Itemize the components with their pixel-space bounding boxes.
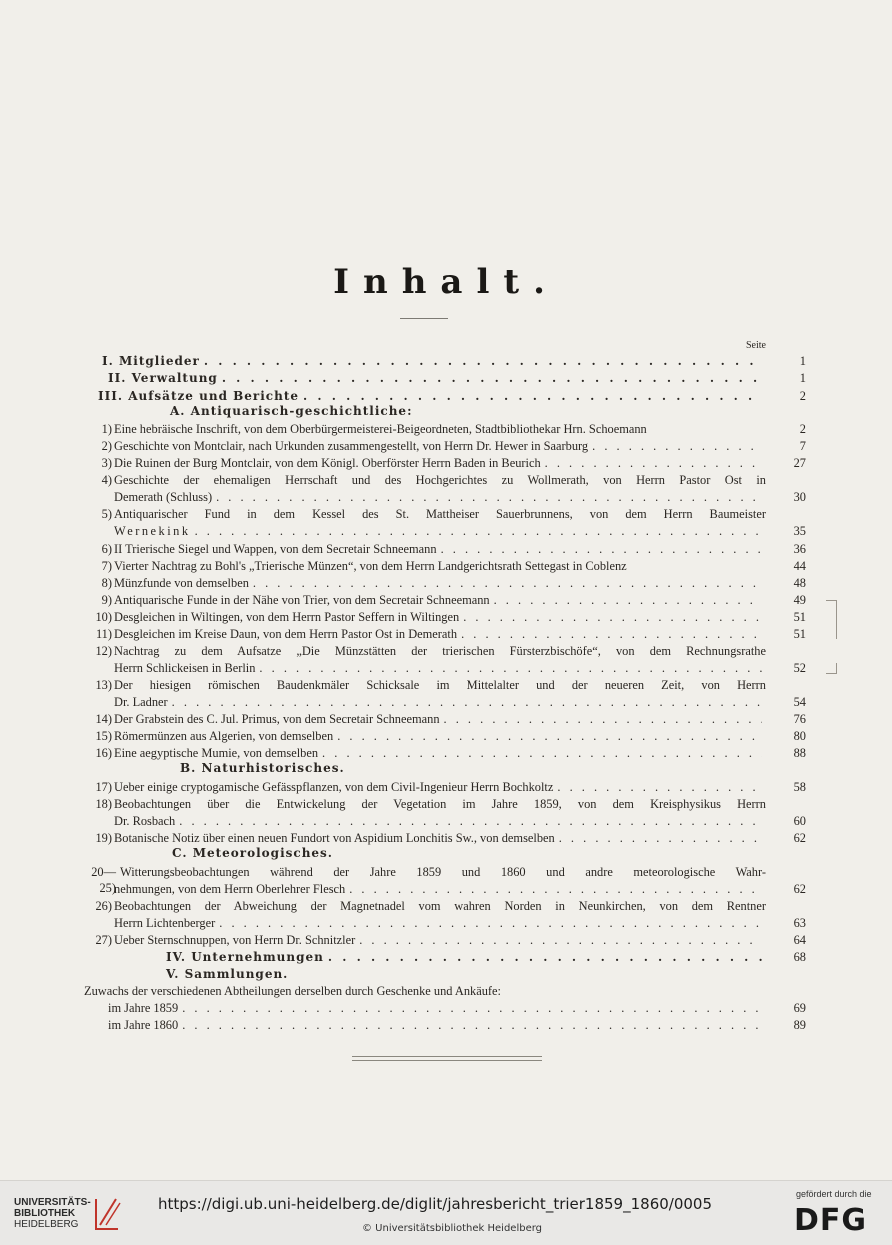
page-title: Inhalt. (333, 262, 559, 302)
sammlungen-intro: Zuwachs der verschiedenen Abtheilungen derselben durch Geschenke und Ankäufe: (84, 984, 502, 998)
toc-entry: 4) Geschichte der ehemaligen Herrschaft und des Hochgerichtes zu Wollmerath, von Herrn Pastor Ost in (101, 473, 766, 487)
subheading-antiquarian: A. Antiquarisch-geschichtliche: (170, 404, 413, 418)
toc-entry: 9) Antiquarische Funde in der Nähe von Trier, von dem Secretair Schneemann . . . 49 (82, 592, 766, 608)
toc-entry: 18) Beobachtungen über die Entwickelung der Vegetation im Jahre 1859, von dem Kreisphysikus Herrn (95, 797, 766, 811)
section-label: Sammlungen. (184, 967, 289, 981)
toc-entry: 12) Nachtrag zu dem Aufsatze „Die Münzstätten der trierischen Fürsterzbischöfe“, von dem Rechnungsrathe (95, 644, 766, 658)
toc-entry: 10) Desgleichen in Wiltingen, von dem Herrn Pastor Seffern in Wiltingen . . . 51 (82, 609, 766, 625)
page-number: 2 (799, 389, 806, 403)
toc-entry: 20—25) Witterungsbeobachtungen während der Jahre 1859 und 1860 und andre meteorologische Wahr- (91, 865, 766, 895)
toc-entry: 14) Der Grabstein des C. Jul. Primus, von dem Secretair Schneemann . . . 76 (82, 711, 766, 727)
library-logo-icon (92, 1193, 122, 1233)
page-number: 1 (799, 354, 806, 368)
section-label: Unternehmungen (191, 950, 324, 964)
copyright-notice: © Universitätsbibliothek Heidelberg (362, 1223, 543, 1234)
section-number: V. (166, 967, 180, 981)
dfg-logo[interactable]: DFG (794, 1203, 868, 1238)
toc-entry: 3) Die Ruinen der Burg Montclair, von dem Königl. Oberförster Herrn Baden in Beurich . . . 27 (82, 455, 766, 471)
toc-entry-continuation: Dr. Ladner . . . 54 (82, 694, 766, 710)
page-number: 1 (799, 371, 806, 385)
section-number: II. (108, 371, 127, 385)
toc-entry: im Jahre 1859 . . . 69 (82, 1000, 766, 1016)
toc-entry: 13) Der hiesigen römischen Baudenkmäler Schicksale im Mittelalter und der neueren Zeit, von Herrn (95, 678, 766, 692)
toc-entry: 17) Ueber einige cryptogamische Gefässpflanzen, von dem Civil-Ingenieur Herrn Bochkoltz . . . 58 (82, 779, 766, 795)
title-rule (400, 318, 448, 319)
section-number: I. (102, 354, 114, 368)
subheading-natural-history: B. Naturhistorisches. (180, 761, 345, 775)
toc-entry: 27) Ueber Sternschnuppen, von Herrn Dr. Schnitzler . . . 64 (82, 932, 766, 948)
toc-entry: 15) Römermünzen aus Algerien, von demselben . . . 80 (82, 728, 766, 744)
toc-entry: 1) Eine hebräische Inschrift, von dem Oberbürgermeisterei-Beigeordneten, Stadtbibliothekar Hrn. Schoemann 2 (101, 422, 806, 436)
section-label: Aufsätze und Berichte (128, 389, 300, 403)
pencil-mark (826, 663, 837, 674)
end-double-rule (352, 1056, 542, 1061)
toc-entry-continuation: Wernekink . . . 35 (82, 523, 766, 539)
toc-entry: im Jahre 1860 . . . 89 (82, 1017, 766, 1033)
toc-section-row (82, 353, 806, 369)
section-label: Verwaltung (131, 371, 218, 385)
section-number: III. (98, 389, 124, 403)
toc-entry: 26) Beobachtungen der Abweichung der Magnetnadel vom wahren Norden in Neunkirchen, von dem Rentner (95, 899, 766, 913)
toc-entry: 8) Münzfunde von demselben . . . 48 (82, 575, 766, 591)
page-column-label: Seite (746, 340, 766, 351)
toc-section-row (82, 388, 806, 404)
toc-section-row (82, 949, 806, 965)
toc-section-row (82, 966, 766, 982)
toc-entry-continuation: Herrn Schlickeisen in Berlin . . . 52 (82, 660, 766, 676)
toc-entry-continuation: Demerath (Schluss) . . . 30 (82, 489, 766, 505)
permalink-url[interactable]: https://digi.ub.uni-heidelberg.de/diglit/jahresbericht_trier1859_1860/0005 (158, 1195, 713, 1213)
library-logo-text[interactable]: UNIVERSITÄTS- BIBLIOTHEK HEIDELBERG (14, 1197, 91, 1230)
toc-entry: 16) Eine aegyptische Mumie, von demselben . . . 88 (82, 745, 766, 761)
toc-section-row (82, 370, 806, 386)
funding-note: gefördert durch die (796, 1189, 872, 1199)
toc-entry: 6) II Trierische Siegel und Wappen, von dem Secretair Schneemann . . . 36 (82, 541, 766, 557)
section-label: Mitglieder (118, 354, 200, 368)
toc-entry: 5) Antiquarischer Fund in dem Kessel des St. Mattheiser Sauerbrunnens, von dem Herrn Baumeister (101, 507, 766, 521)
toc-entry: 19) Botanische Notiz über einen neuen Fundort von Aspidium Lonchitis Sw., von demselben . . . 62 (82, 830, 766, 846)
toc-entry-continuation: Dr. Rosbach . . . 60 (82, 813, 766, 829)
pencil-mark (826, 600, 837, 639)
toc-entry: 11) Desgleichen im Kreise Daun, von dem Herrn Pastor Ost in Demerath . . . 51 (82, 626, 766, 642)
section-number: IV. (166, 950, 187, 964)
toc-entry-continuation: Herrn Lichtenberger . . . 63 (82, 915, 766, 931)
toc-entry: 2) Geschichte von Montclair, nach Urkunden zusammengestellt, von Herrn Dr. Hewer in Saarburg . . . 7 (82, 438, 766, 454)
subheading-meteorology: C. Meteorologisches. (172, 846, 333, 860)
viewer-footer (0, 1180, 892, 1245)
toc-entry-continuation: nehmungen, von dem Herrn Oberlehrer Flesch . . . 62 (82, 881, 766, 897)
page-number: 68 (793, 950, 806, 964)
toc-entry: 7) Vierter Nachtrag zu Bohl's „Trierische Münzen“, von dem Herrn Landgerichtsrath Settegast in Coblenz 44 (101, 559, 806, 573)
